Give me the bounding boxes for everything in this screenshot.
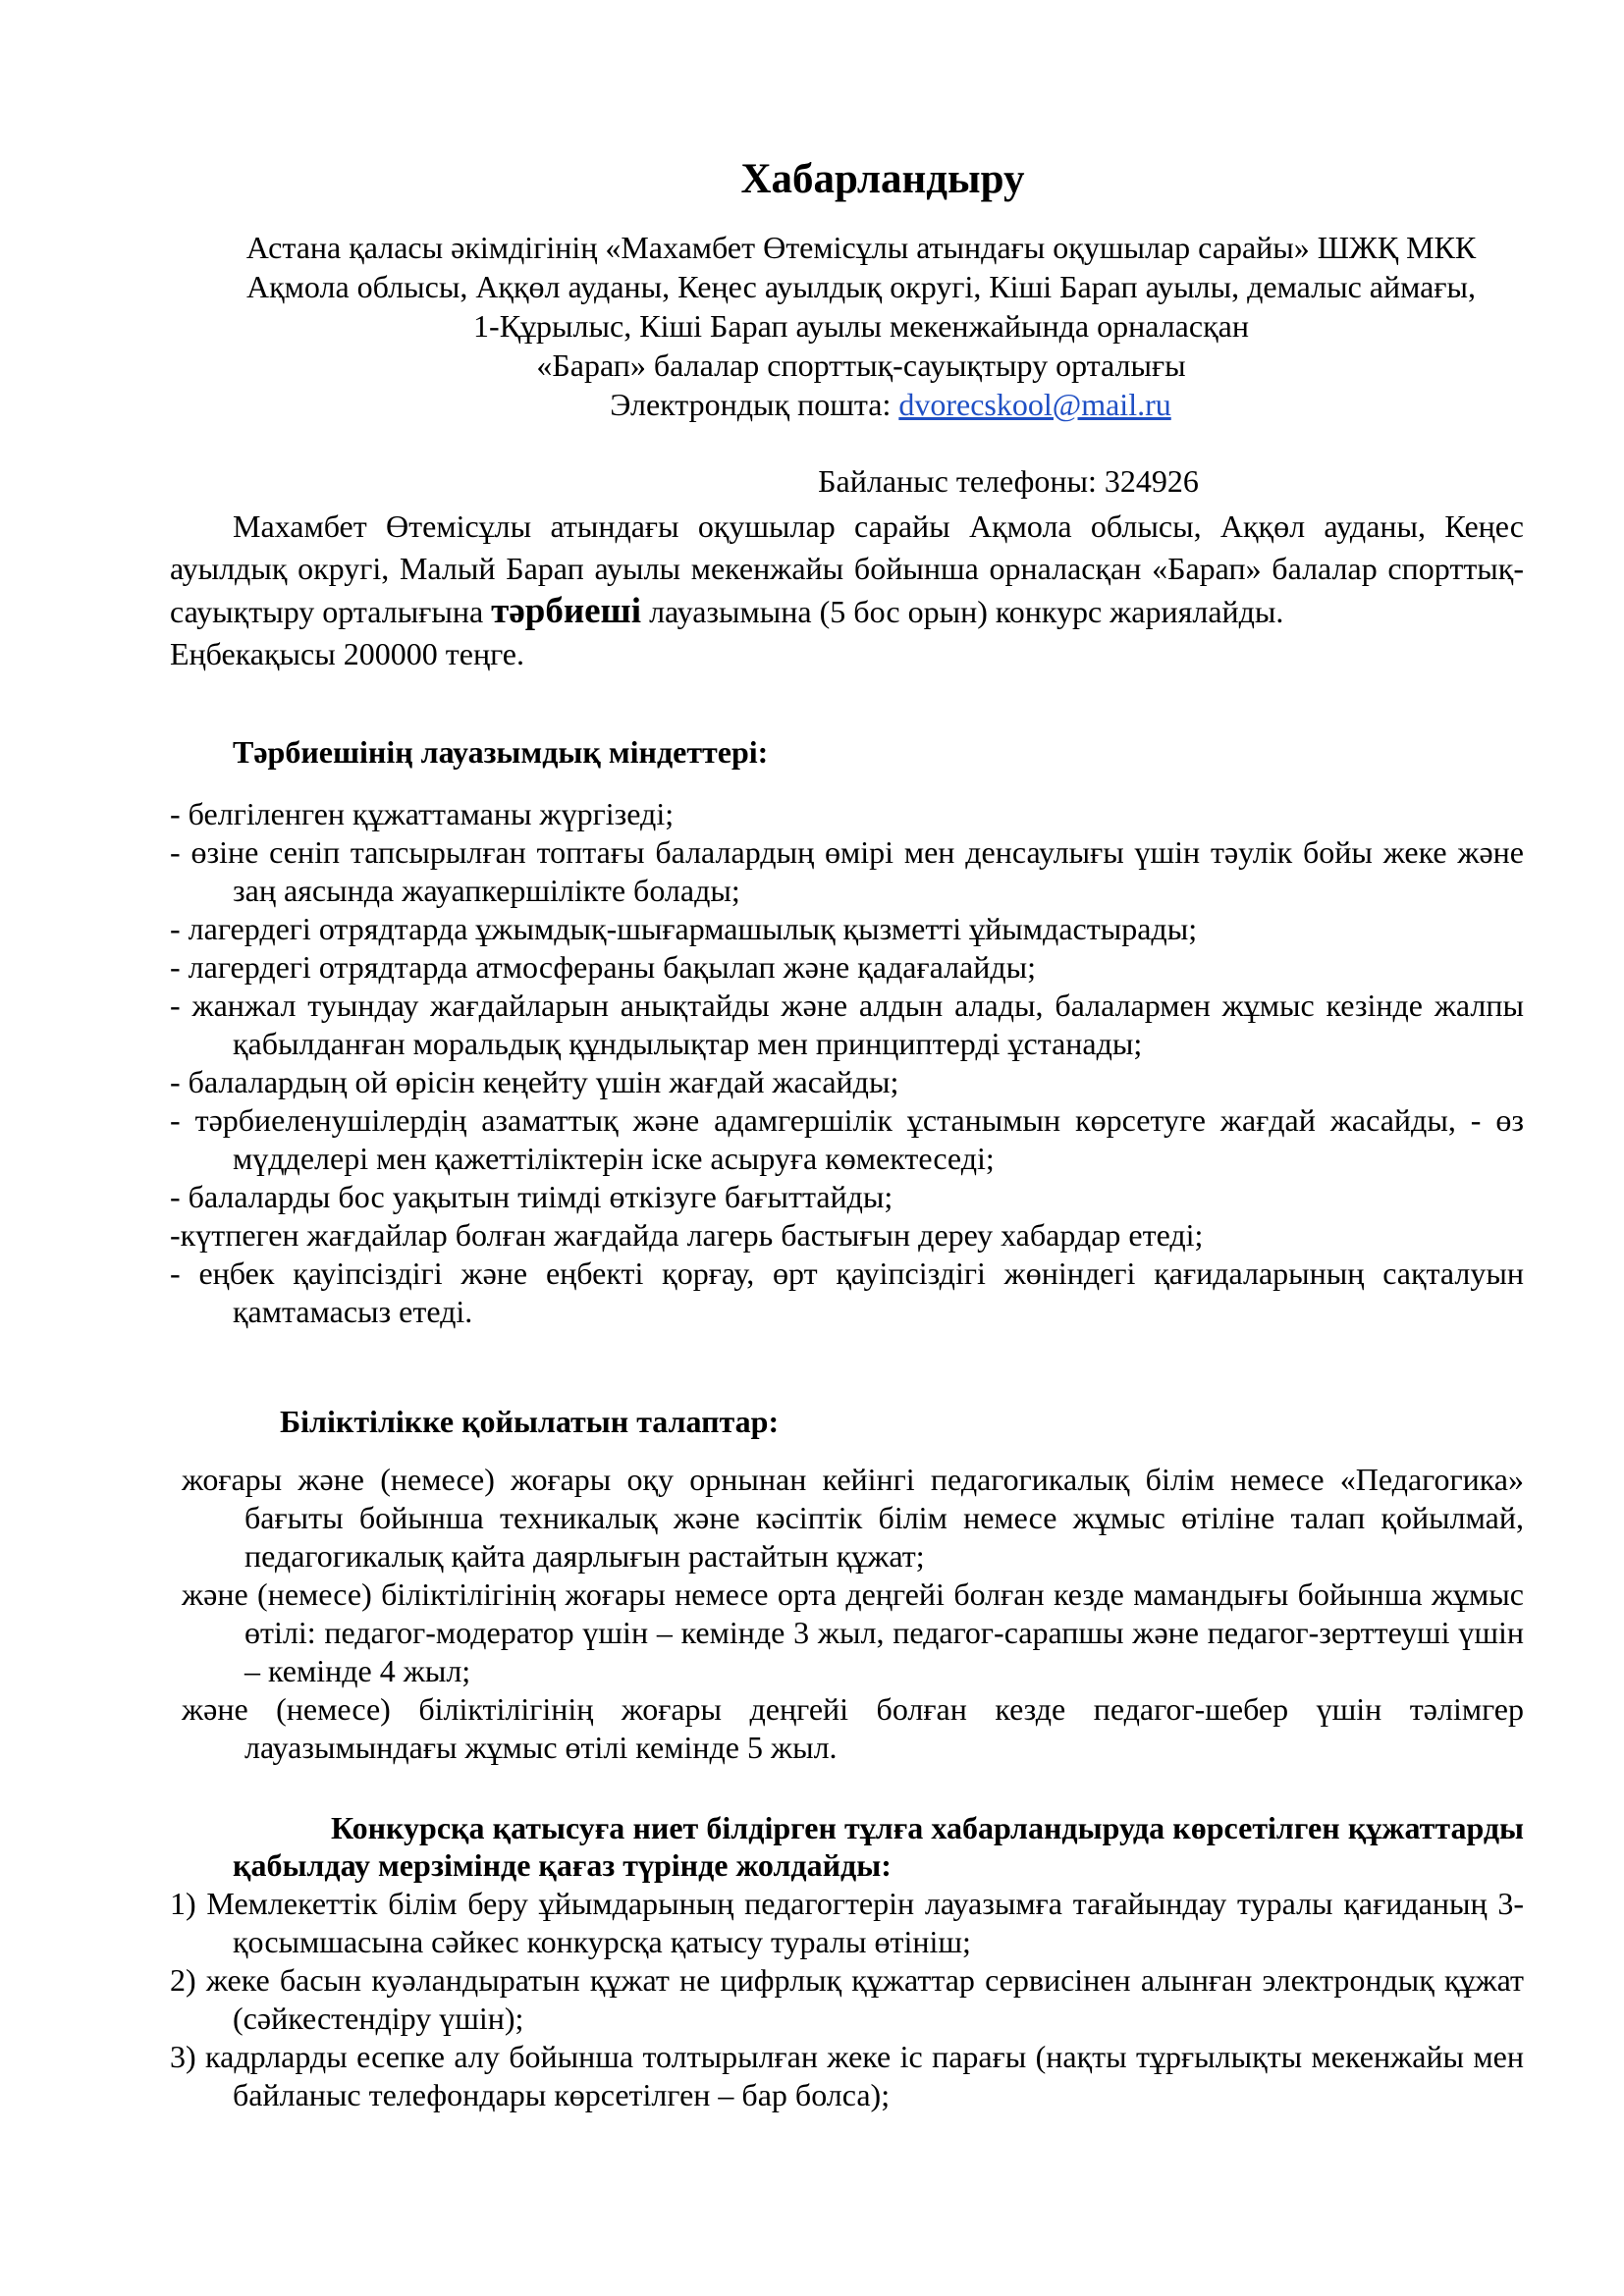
list-item: жоғары және (немесе) жоғары оқу орнынан кейінгі педагогикалық білім немесе «Педагогика» бағыты бойынша техникалық және кәсіптік білім немесе жұмыс өтіліне талап қойылмай, педагогикалық қайта даярлығын растайтын құжат;	[182, 1462, 1524, 1574]
header-block	[167, 228, 1555, 424]
list-item: 2) жеке басын куәландыратын құжат не цифрлық құжаттар сервисінен алынған электрондық құжат (сәйкестендіру үшін);	[170, 1962, 1524, 2036]
requirements-list	[182, 1461, 1524, 1767]
list-item: - белгіленген құжаттаманы жүргізеді;	[170, 796, 675, 831]
header-line: 1-Құрылыс, Кіші Барап ауылы мекенжайында орналасқан	[473, 308, 1249, 344]
list-item: - балалардың ой өрісін кеңейту үшін жағдай жасайды;	[170, 1064, 899, 1099]
header-line: Ақмола облысы, Аққөл ауданы, Кеңес ауылдық округі, Кіші Барап ауылы, демалыс аймағы,	[246, 269, 1476, 304]
requirements-heading: Біліктілікке қойылатын талаптар:	[280, 1404, 780, 1439]
list-item: және (немесе) біліктілігінің жоғары немесе орта деңгейі болған кезде мамандығы бойынша жұмыс өтілі: педагог-модератор үшін – кемінде 3 жыл, педагог-сарапшы және педагог-зерттеуші үшін – кемінде 4 жыл;	[182, 1576, 1524, 1688]
page-title: Хабарландыру	[740, 156, 1025, 202]
duties-list	[170, 795, 1524, 1331]
position-name: тәрбиеші	[491, 591, 642, 631]
duties-heading: Тәрбиешінің лауазымдық міндеттері:	[233, 734, 769, 770]
header-line: Астана қаласы әкімдігінің «Махамбет Өтемісұлы атындағы оқушылар сарайы» ШЖҚ МКК	[245, 230, 1477, 265]
list-item: - тәрбиеленушілердің азаматтық және адамгершілік ұстанымын көрсетуге жағдай жасайды, - өз мүдделері мен қажеттіліктерін іске асыруға көмектеседі;	[170, 1102, 1524, 1176]
intro-text: Махамбет Өтемісұлы атындағы оқушылар сарайы Ақмола облысы, Аққөл ауданы, Кеңес ауылдық округі, Малый Барап ауылы мекенжайы бойынша орналасқан «Барап» балалар спорттық-сауықтыру орталығына	[170, 508, 1524, 629]
list-item: 1) Мемлекеттік білім беру ұйымдарының педагогтерін лауазымға тағайындау туралы қағиданың 3- қосымшасына сәйкес конкурсқа қатысу туралы өтініш;	[170, 1886, 1524, 1959]
phone-line: Байланыс телефоны: 324926	[818, 463, 1199, 499]
list-item: - лагердегі отрядтарда ұжымдық-шығармашылық қызметті ұйымдастырады;	[170, 911, 1198, 946]
list-item: 3) кадрларды есепке алу бойынша толтырылған жеке іс парағы (нақты тұрғылықты мекенжайы мен байланыс телефондары көрсетілген – бар болса);	[170, 2039, 1524, 2112]
intro-paragraph	[170, 506, 1524, 675]
email-label: Электрондық пошта:	[610, 387, 899, 422]
salary-text: Еңбекақысы 200000 теңге.	[170, 636, 524, 671]
list-item: - балаларды бос уақытын тиімді өткізуге бағыттайды;	[170, 1179, 893, 1214]
list-item: -күтпеген жағдайлар болған жағдайда лагерь бастығын дереу хабардар етеді;	[170, 1217, 1204, 1253]
documents-list	[170, 1885, 1524, 2114]
documents-heading: Конкурсқа қатысуға ниет білдірген тұлға хабарландыруда көрсетілген құжаттарды қабылдау мерзімінде қағаз түрінде жолдайды:	[233, 1810, 1524, 1883]
email-line	[167, 385, 1555, 424]
list-item: - еңбек қауіпсіздігі және еңбекті қорғау, өрт қауіпсіздігі жөніндегі қағидаларының сақталуын қамтамасыз етеді.	[170, 1255, 1524, 1329]
list-item: және (немесе) біліктілігінің жоғары деңгейі болған кезде педагог-шебер үшін тәлімгер лауазымындағы жұмыс өтілі кемінде 5 жыл.	[182, 1691, 1524, 1765]
email-link[interactable]: dvorecskool@mail.ru	[898, 387, 1171, 422]
list-item: - лагердегі отрядтарда атмосфераны бақылап және қадағалайды;	[170, 949, 1037, 985]
intro-text-end: лауазымына (5 бос орын) конкурс жариялайды.	[641, 594, 1284, 629]
header-line: «Барап» балалар спорттық-сауықтыру орталығы	[536, 347, 1186, 383]
list-item: - жанжал туындау жағдайларын анықтайды және алдын алады, балалармен жұмыс кезінде жалпы қабылданған моральдық құндылықтар мен принциптерді ұстанады;	[170, 988, 1524, 1061]
list-item: - өзіне сеніп тапсырылған топтағы балалардың өмірі мен денсаулығы үшін тәулік бойы жеке және заң аясында жауапкершілікте болады;	[170, 834, 1524, 908]
